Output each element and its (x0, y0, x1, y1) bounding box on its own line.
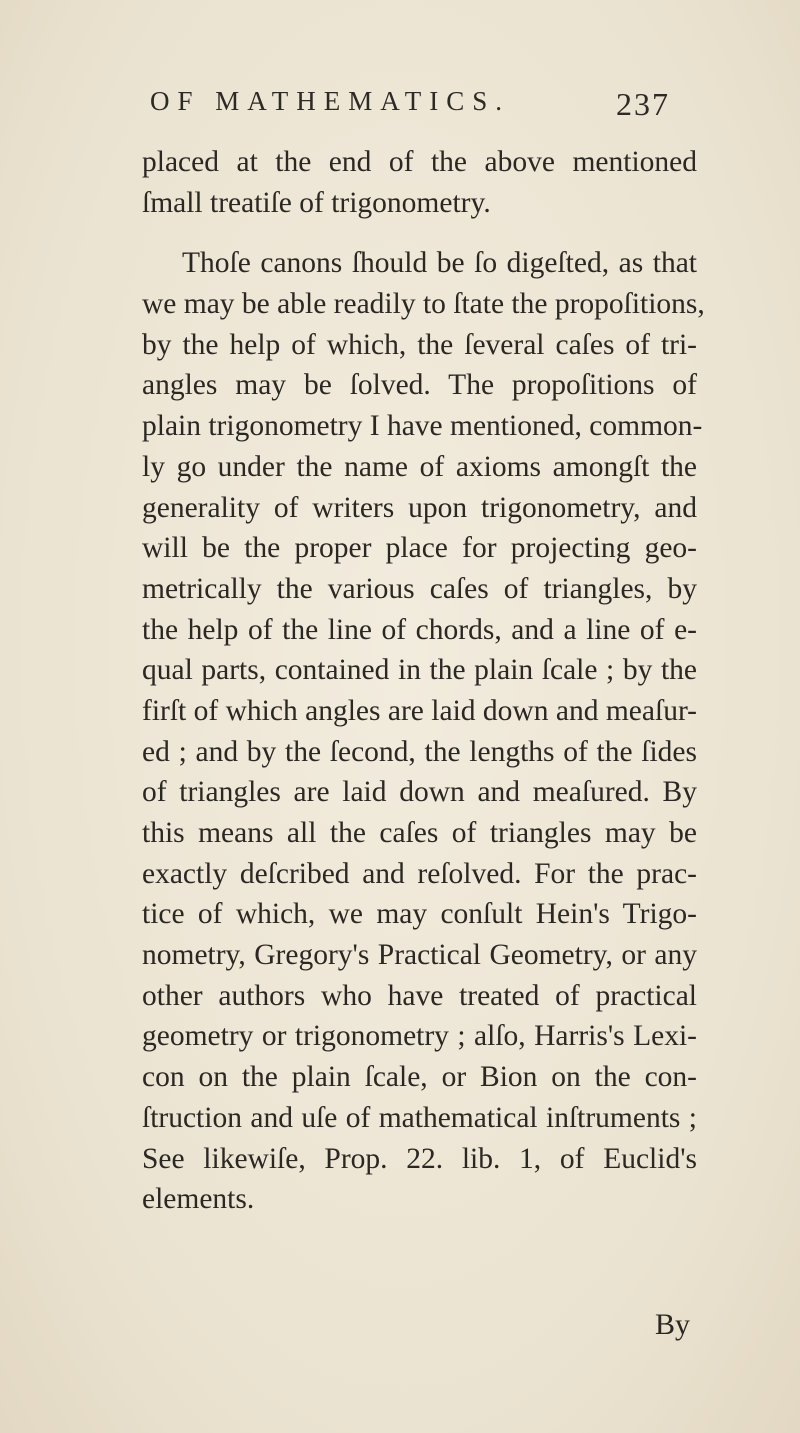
text-line: placed at the end of the above mentioned (142, 146, 697, 178)
text-line: ly go under the name of axioms amongſt the (142, 450, 697, 483)
text-line: nometry, Gregory's Practical Geometry, or any (142, 939, 697, 972)
text-line: firſt of which angles are laid down and meaſur- (142, 694, 697, 727)
catchword: By (655, 1308, 691, 1341)
text-line: metrically the various caſes of triangles, by (142, 572, 697, 605)
text-line: by the help of which, the ſeveral caſes of tri- (142, 328, 697, 361)
text-line: of triangles are laid down and meaſured. By (142, 776, 697, 809)
text-line: elements. (142, 1183, 255, 1216)
text-line: ſmall treatiſe of trigonometry. (142, 186, 491, 219)
body-text (142, 142, 705, 1220)
text-line: tice of which, we may conſult Hein's Trigo- (142, 898, 697, 931)
text-line: ed ; and by the ſecond, the lengths of the ſides (142, 735, 697, 768)
text-line: angles may be ſolved. The propoſitions of (142, 369, 697, 402)
text-line: plain trigonometry I have mentioned, common- (142, 410, 703, 443)
running-head (150, 86, 670, 126)
text-line: Thoſe canons ſhould be ſo digeſted, as that (182, 247, 697, 280)
text-line: qual parts, contained in the plain ſcale ; by the (142, 654, 697, 687)
paragraph-gap (142, 223, 697, 243)
text-line: ſtruction and uſe of mathematical inſtruments ; (142, 1101, 697, 1134)
text-line: exactly deſcribed and reſolved. For the prac- (142, 857, 697, 890)
text-line: other authors who have treated of practical (142, 979, 697, 1012)
paragraph-1 (142, 142, 697, 223)
text-line: See likewiſe, Prop. 22. lib. 1, of Euclid's (142, 1142, 697, 1175)
text-line: we may be able readily to ſtate the propoſitions, (142, 288, 705, 321)
text-line: geometry or trigonometry ; alſo, Harris's Lexi- (142, 1020, 697, 1053)
text-line: the help of the line of chords, and a line of e- (142, 613, 697, 646)
running-title: OF MATHEMATICS. (150, 86, 511, 116)
page-number: 237 (616, 86, 670, 122)
text-line: con on the plain ſcale, or Bion on the con- (142, 1061, 697, 1094)
text-line: generality of writers upon trigonometry, and (142, 491, 697, 524)
paragraph-2 (142, 243, 705, 1220)
text-line: will be the proper place for projecting geo- (142, 532, 697, 565)
text-line: this means all the caſes of triangles may be (142, 817, 697, 849)
